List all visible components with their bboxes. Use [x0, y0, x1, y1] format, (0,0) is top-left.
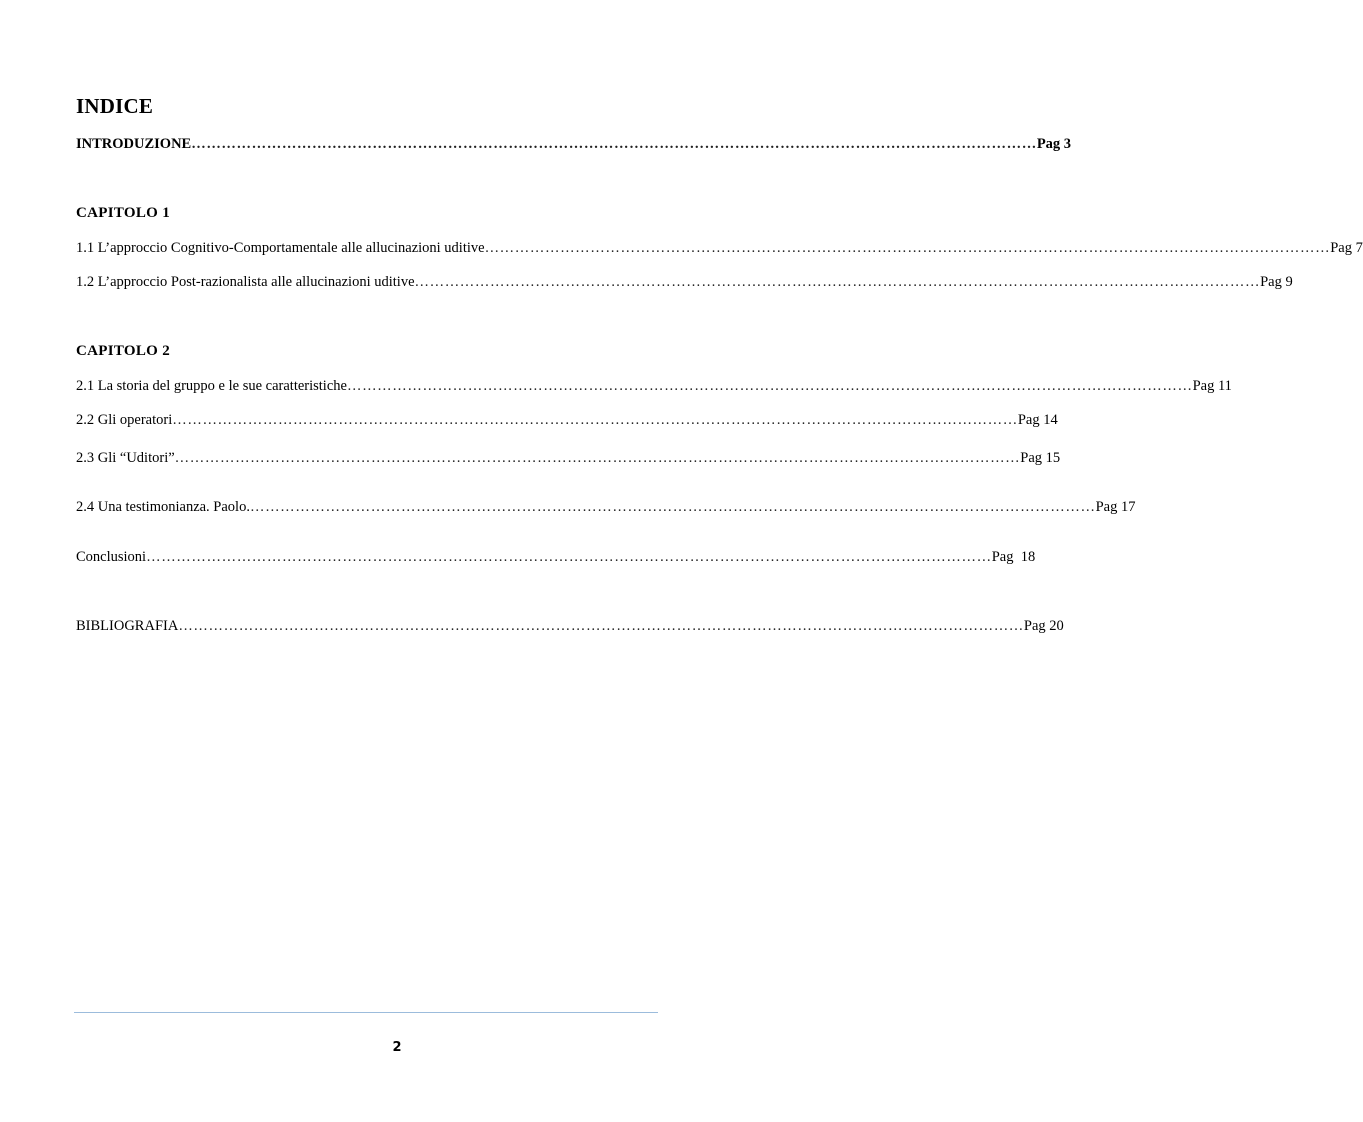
toc-entry-1-2[interactable]: [76, 274, 1293, 291]
toc-entry-label: 2.4 Una testimonianza. Paolo.: [76, 499, 250, 515]
toc-entry-page: Pag 15: [1020, 450, 1061, 466]
toc-leader: ……………………………………………………………………………………………………………………………………………………: [191, 136, 1037, 152]
toc-entry-page: Pag 20: [1023, 618, 1064, 634]
chapter-1-heading: CAPITOLO 1: [76, 205, 170, 221]
chapter-2-heading: CAPITOLO 2: [76, 343, 170, 359]
toc-entry-label: INTRODUZIONE: [76, 136, 192, 152]
toc-entry-label: 1.2 L’approccio Post-razionalista alle allucinazioni uditive: [76, 274, 415, 290]
toc-entry-2-3[interactable]: [76, 450, 1061, 467]
toc-leader: ……………………………………………………………………………………………………………………………………………………: [178, 618, 1024, 634]
toc-entry-page: Pag 18: [991, 549, 1036, 565]
toc-entry-label: 2.1 La storia del gruppo e le sue caratteristiche: [76, 378, 347, 394]
page-number: 2: [392, 1040, 402, 1055]
toc-leader: ……………………………………………………………………………………………………………………………………………………: [172, 412, 1018, 428]
toc-entry-2-2[interactable]: [76, 412, 1058, 429]
toc-leader: ……………………………………………………………………………………………………………………………………………………: [414, 274, 1261, 290]
toc-leader: ……………………………………………………………………………………………………………………………………………………: [484, 240, 1331, 256]
footer-rule: [74, 1012, 658, 1013]
toc-leader: ……………………………………………………………………………………………………………………………………………………: [174, 450, 1021, 466]
toc-leader: ……………………………………………………………………………………………………………………………………………………: [146, 549, 992, 565]
toc-entry-introduction[interactable]: [76, 136, 1072, 153]
toc-entry-label: 2.2 Gli operatori: [76, 412, 173, 428]
toc-entry-page: Pag 17: [1095, 499, 1136, 515]
toc-entry-label: Conclusioni: [76, 549, 147, 565]
toc-entry-bibliography[interactable]: [76, 618, 1064, 635]
toc-leader: ……………………………………………………………………………………………………………………………………………………: [346, 378, 1193, 394]
toc-entry-2-1[interactable]: [76, 378, 1232, 395]
toc-entry-page: Pag 3: [1036, 136, 1072, 152]
toc-entry-conclusions[interactable]: [76, 549, 1036, 566]
toc-entry-label: BIBLIOGRAFIA: [76, 618, 179, 634]
toc-title: INDICE: [76, 94, 154, 118]
toc-entry-1-1[interactable]: [76, 240, 1363, 257]
toc-entry-page: Pag 9: [1260, 274, 1293, 290]
toc-entry-label: 2.3 Gli “Uditori”: [76, 450, 175, 466]
toc-entry-2-4[interactable]: [76, 499, 1136, 516]
toc-entry-page: Pag 7: [1330, 240, 1363, 256]
toc-entry-label: 1.1 L’approccio Cognitivo-Comportamentale alle allucinazioni uditive: [76, 240, 485, 256]
toc-entry-page: Pag 11: [1192, 378, 1232, 394]
toc-leader: ……………………………………………………………………………………………………………………………………………………: [249, 499, 1096, 515]
toc-entry-page: Pag 14: [1017, 412, 1058, 428]
